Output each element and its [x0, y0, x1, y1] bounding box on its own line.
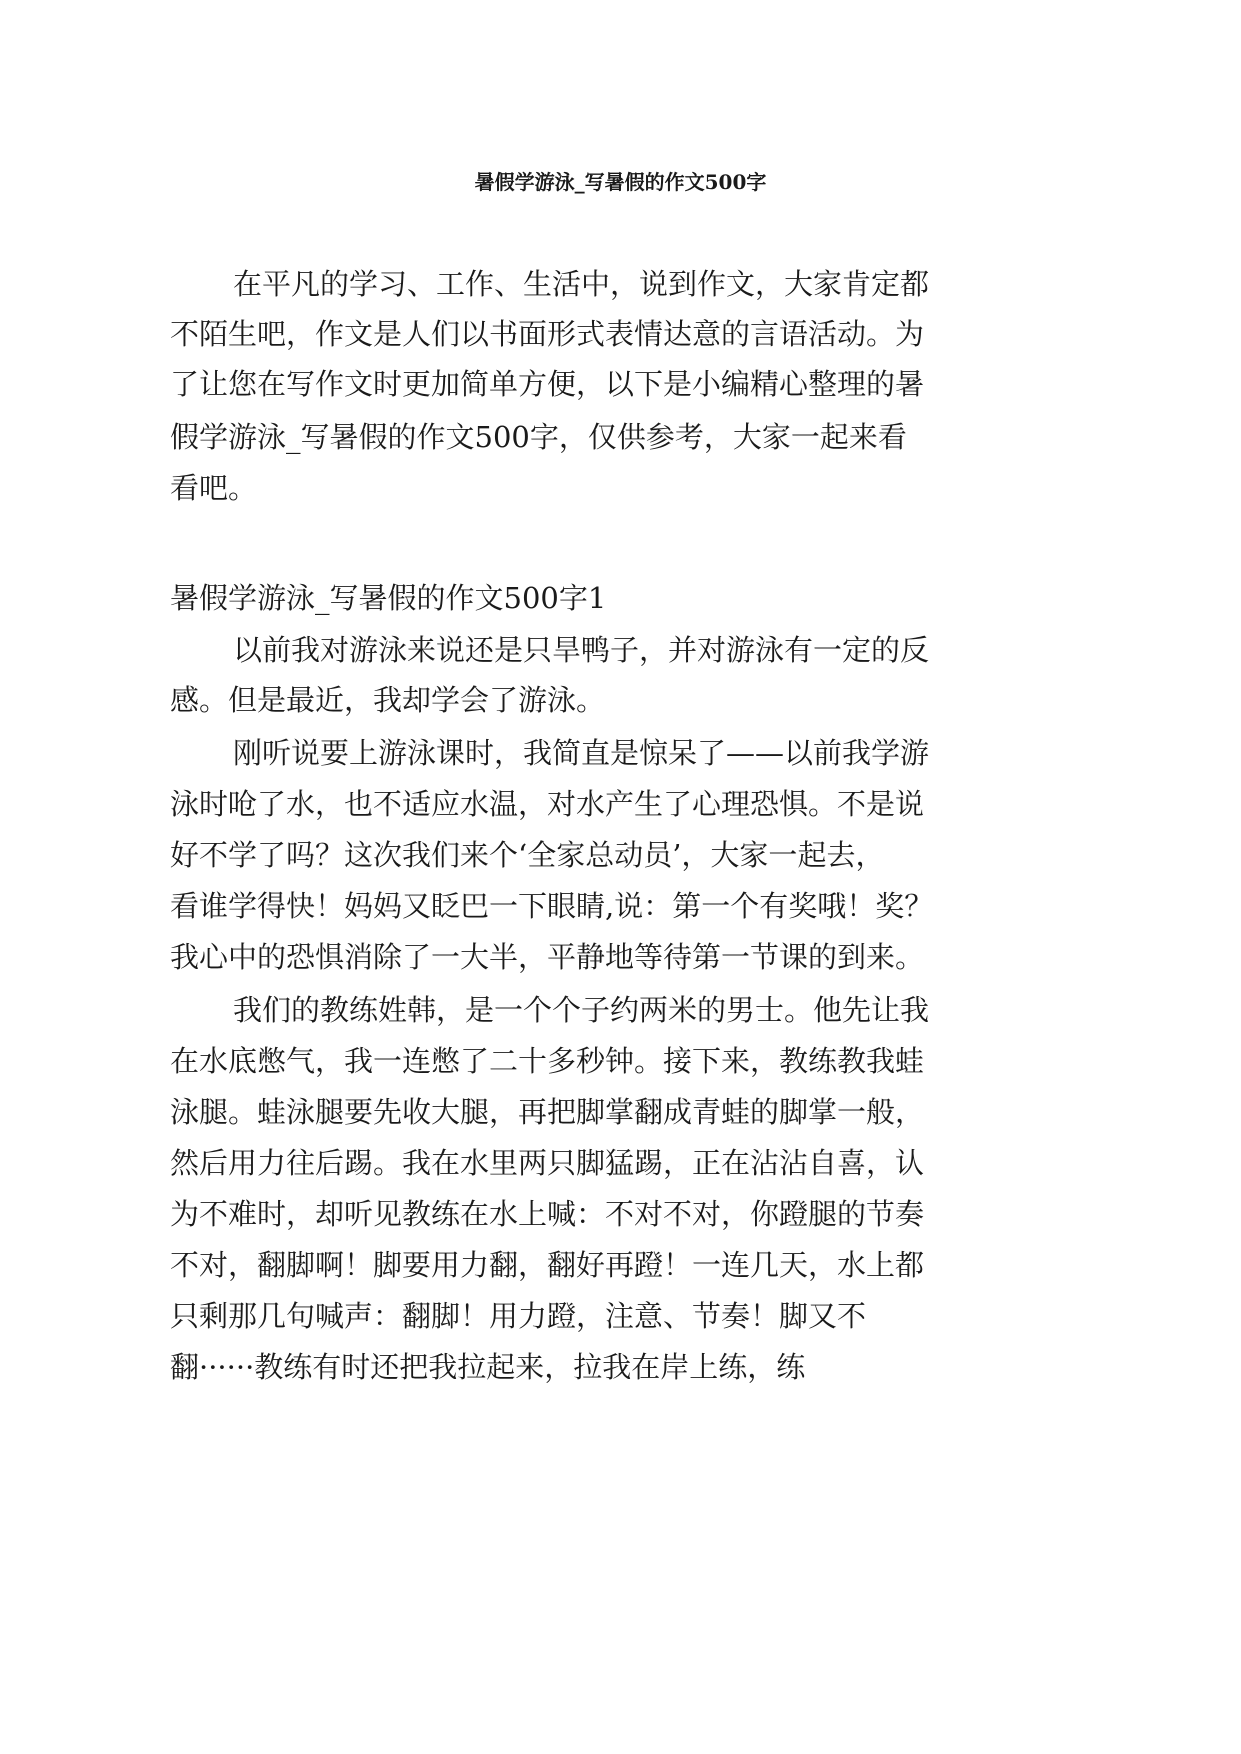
document-title: 暑假学游泳_写暑假的作文500字: [474, 170, 767, 194]
body-line: 泳腿。蛙泳腿要先收大腿，再把脚掌翻成青蛙的脚掌一般，: [170, 1095, 925, 1129]
intro-line-1: 在平凡的学习、工作、生活中，说到作文，大家肯定都: [233, 267, 930, 301]
intro-line-4: 假学游泳_写暑假的作文500字，仅供参考，大家一起来看: [170, 420, 907, 454]
body-line: 只剩那几句喊声：翻脚！用力蹬，注意、节奏！脚又不: [170, 1299, 867, 1333]
body-line: 我心中的恐惧消除了一大半，平静地等待第一节课的到来。: [170, 940, 925, 974]
body-line: 翻······教练有时还把我拉起来，拉我在岸上练，练: [170, 1350, 806, 1384]
section-heading: 暑假学游泳_写暑假的作文500字1: [170, 581, 607, 615]
intro-line-5: 看吧。: [170, 471, 258, 505]
body-line: 泳时呛了水，也不适应水温，对水产生了心理恐惧。不是说: [170, 787, 925, 821]
body-line: 为不难时，却听见教练在水上喊：不对不对，你蹬腿的节奏: [170, 1197, 925, 1231]
body-line: 我们的教练姓韩，是一个个子约两米的男士。他先让我: [233, 993, 930, 1027]
body-line: 刚听说要上游泳课时，我简直是惊呆了——以前我学游: [233, 736, 930, 770]
intro-line-3: 了让您在写作文时更加简单方便，以下是小编精心整理的暑: [170, 367, 925, 401]
body-line: 不对，翻脚啊！脚要用力翻，翻好再蹬！一连几天，水上都: [170, 1248, 925, 1282]
body-line: 感。但是最近，我却学会了游泳。: [170, 683, 606, 717]
body-line: 看谁学得快！妈妈又眨巴一下眼睛,说：第一个有奖哦！奖？: [170, 889, 934, 923]
body-line: 好不学了吗？这次我们来个‘全家总动员’，大家一起去，: [170, 838, 885, 872]
body-line: 在水底憋气，我一连憋了二十多秒钟。接下来，教练教我蛙: [170, 1044, 925, 1078]
body-line: 以前我对游泳来说还是只旱鸭子，并对游泳有一定的反: [233, 633, 930, 667]
body-line: 然后用力往后踢。我在水里两只脚猛踢，正在沾沾自喜，认: [170, 1146, 925, 1180]
intro-line-2: 不陌生吧，作文是人们以书面形式表情达意的言语活动。为: [170, 317, 925, 351]
